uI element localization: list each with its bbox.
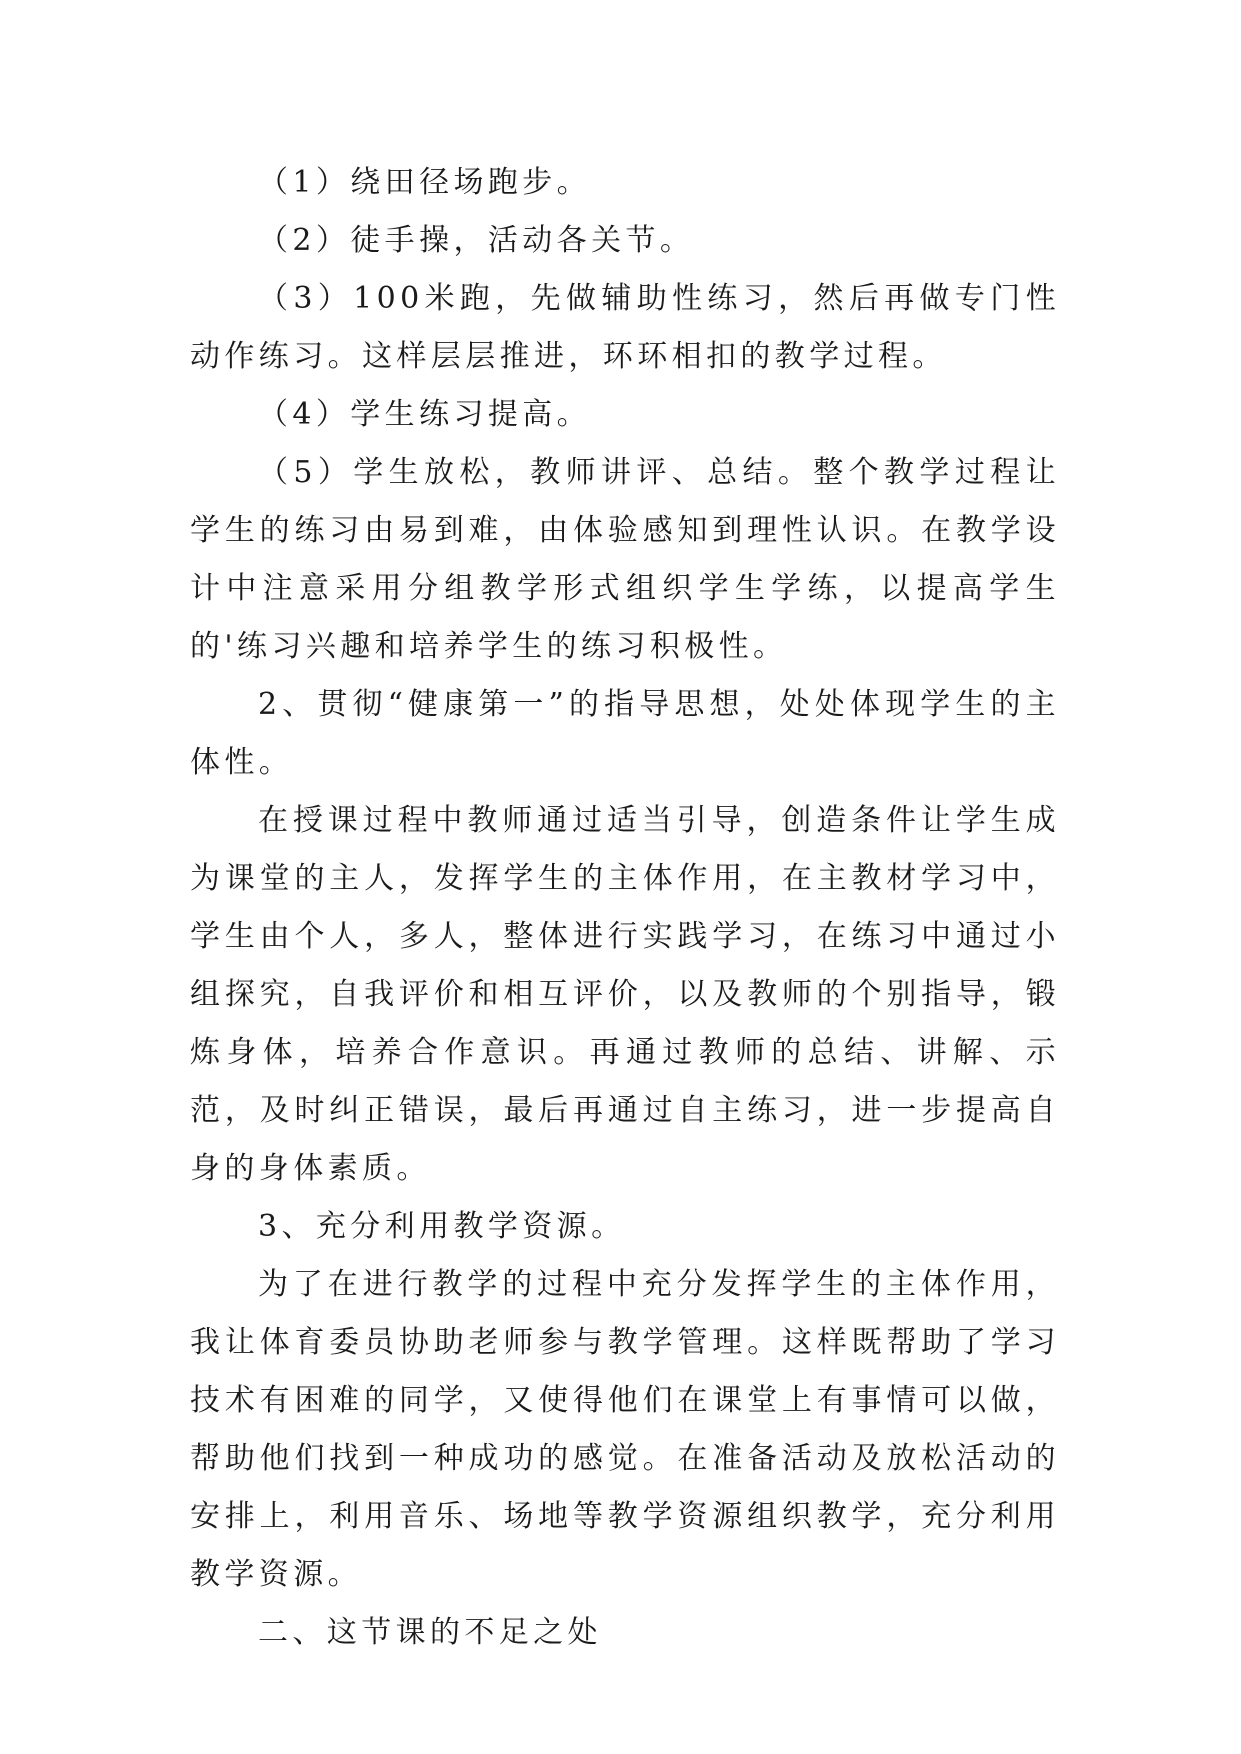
paragraph-point-2-body: 在授课过程中教师通过适当引导，创造条件让学生成为课堂的主人，发挥学生的主体作用，在主教材学习中，学生由个人，多人，整体进行实践学习，在练习中通过小组探究，自我评价和相互评价，以及教师的个别指导，锻炼身体，培养合作意识。再通过教师的总结、讲解、示范，及时纠正错误，最后再通过自主练习，进一步提高自身的身体素质。 [190, 803, 1060, 1186]
paragraph-step-5: （5）学生放松，教师讲评、总结。整个教学过程让学生的练习由易到难，由体验感知到理性认识。在教学设计中注意采用分组教学形式组织学生学练，以提高学生的'练习兴趣和培养学生的练习积极性。 [190, 455, 1060, 664]
paragraph-step-3: （3）100米跑，先做辅助性练习，然后再做专门性动作练习。这样层层推进，环环相扣的教学过程。 [190, 281, 1060, 374]
paragraph-step-4: （4）学生练习提高。 [258, 397, 592, 432]
paragraph-step-1: （1）绕田径场跑步。 [258, 165, 592, 200]
paragraph-point-3-body: 为了在进行教学的过程中充分发挥学生的主体作用，我让体育委员协助老师参与教学管理。这样既帮助了学习技术有困难的同学，又使得他们在课堂上有事情可以做，帮助他们找到一种成功的感觉。在准备活动及放松活动的安排上，利用音乐、场地等教学资源组织教学，充分利用教学资源。 [190, 1267, 1060, 1592]
section-heading-shortcomings: 二、这节课的不足之处 [258, 1615, 602, 1650]
heading-point-3: 3、充分利用教学资源。 [258, 1209, 626, 1244]
heading-point-2: 2、贯彻“健康第一”的指导思想，处处体现学生的主体性。 [190, 687, 1060, 780]
document-body [190, 154, 1060, 1662]
paragraph-step-2: （2）徒手操，活动各关节。 [258, 223, 695, 258]
